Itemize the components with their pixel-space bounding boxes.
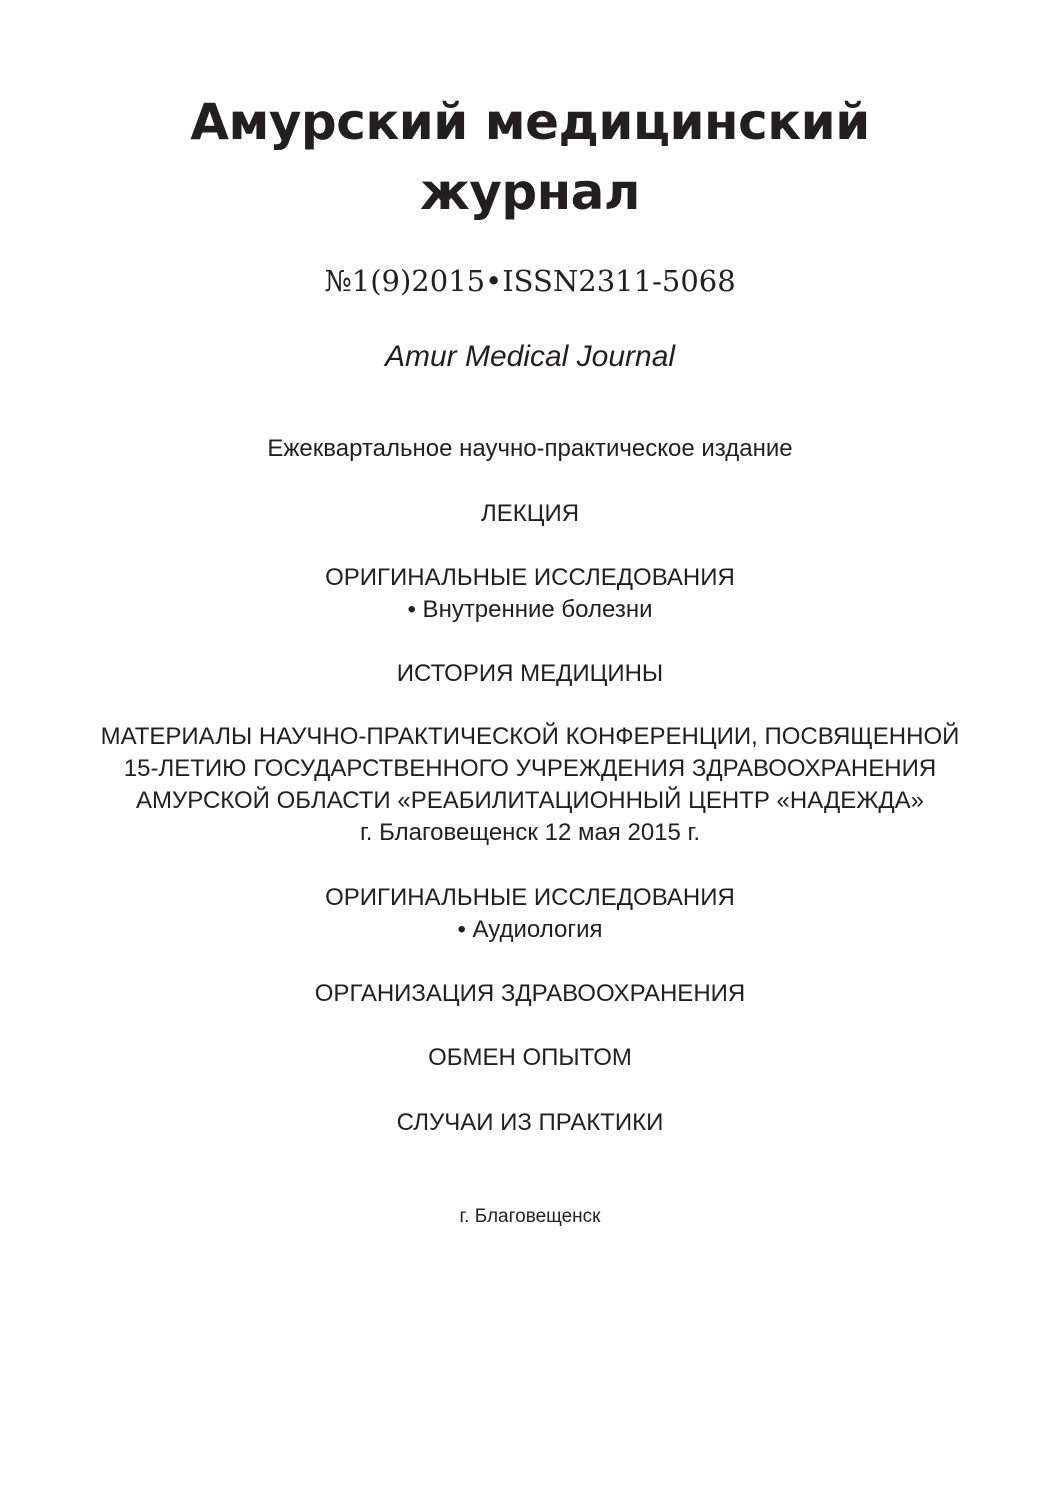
section-history: ИСТОРИЯ МЕДИЦИНЫ [396,660,664,687]
section-lecture: ЛЕКЦИЯ [480,500,580,527]
journal-title-line-2: журнал [419,163,641,221]
conference-line-2: 15-ЛЕТИЮ ГОСУДАРСТВЕННОГО УЧРЕЖДЕНИЯ ЗДРАВООХРАНЕНИЯ [123,755,937,782]
publication-subtitle: Ежеквартальное научно-практическое издание [267,435,793,462]
conference-date: г. Благовещенск 12 мая 2015 г. [359,819,701,846]
section-healthcare-organization: ОРГАНИЗАЦИЯ ЗДРАВООХРАНЕНИЯ [314,980,746,1007]
section-clinical-cases: СЛУЧАИ ИЗ ПРАКТИКИ [396,1109,664,1136]
english-title: Amur Medical Journal [384,340,676,373]
subsection-audiology: • Аудиология [457,916,603,943]
section-experience-exchange: ОБМЕН ОПЫТОМ [428,1044,632,1071]
section-original-research-2: ОРИГИНАЛЬНЫЕ ИССЛЕДОВАНИЯ [325,884,735,911]
subsection-internal-diseases: • Внутренние болезни [407,596,653,623]
issue-number: №1(9)2015•ISSN2311-5068 [324,264,736,298]
journal-title-line-1: Амурский медицинский [190,93,870,151]
section-original-research-1: ОРИГИНАЛЬНЫЕ ИССЛЕДОВАНИЯ [325,564,735,591]
conference-line-1: МАТЕРИАЛЫ НАУЧНО-ПРАКТИЧЕСКОЙ КОНФЕРЕНЦИИ, ПОСВЯЩЕННОЙ [100,723,960,750]
publication-city: г. Благовещенск [459,1206,601,1227]
conference-line-3: АМУРСКОЙ ОБЛАСТИ «РЕАБИЛИТАЦИОННЫЙ ЦЕНТР «НАДЕЖДА» [135,787,925,814]
